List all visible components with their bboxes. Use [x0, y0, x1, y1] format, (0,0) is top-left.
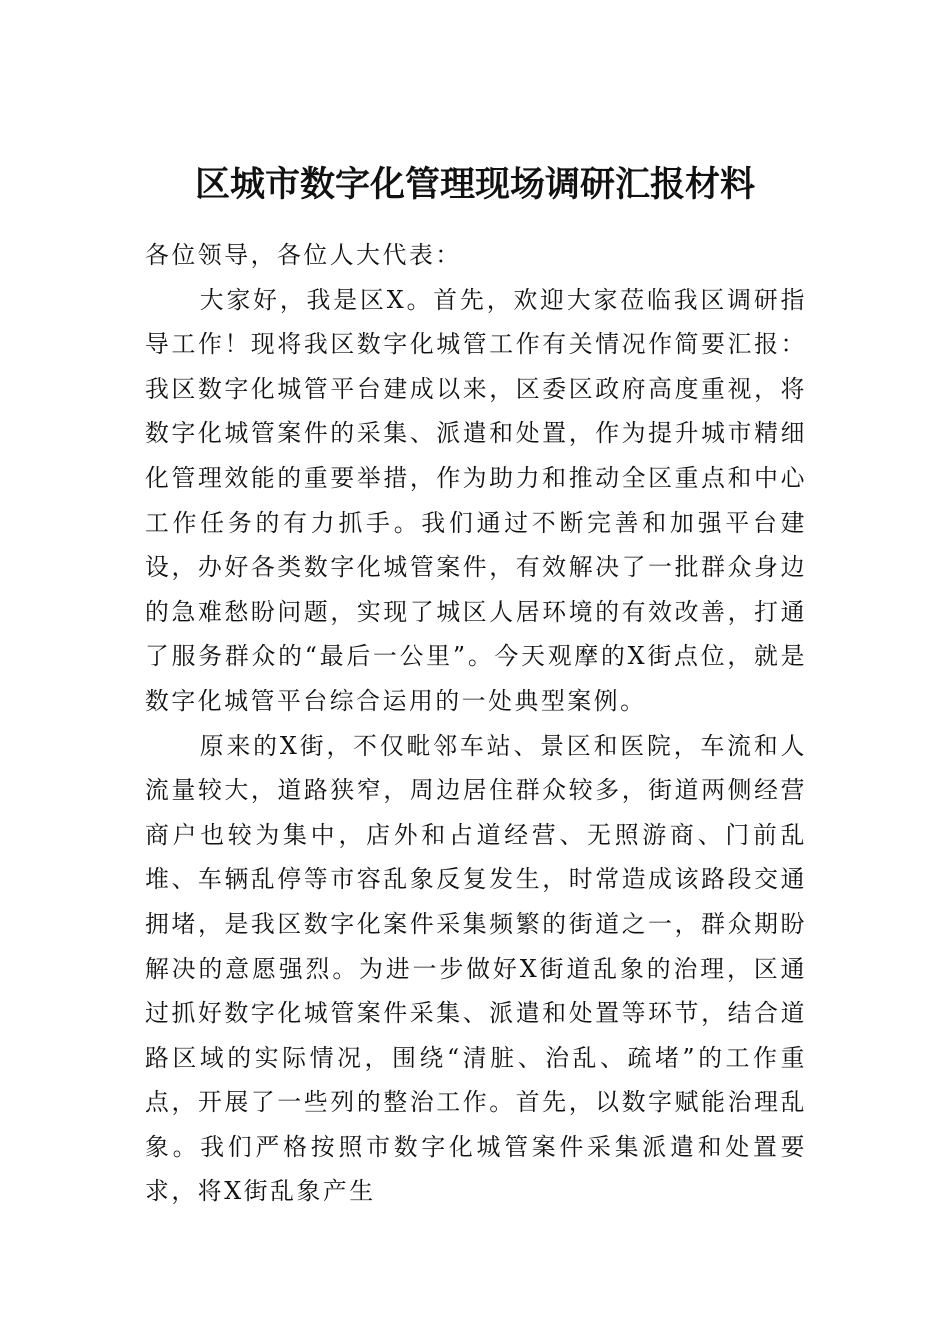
salutation: 各位领导，各位人大代表： [145, 241, 462, 269]
document-body [145, 233, 807, 1214]
document-title: 区城市数字化管理现场调研汇报材料 [194, 164, 755, 205]
paragraph-intro: 大家好，我是区X。首先，欢迎大家莅临我区调研指导工作！现将我区数字化城管工作有关情况作简要汇报：我区数字化城管平台建成以来，区委区政府高度重视，将数字化城管案件的采集、派遣和处置，作为提升城市精细化管理效能的重要举措，作为助力和推动全区重点和中心工作任务的有力抓手。我们通过不断完善和加强平台建设，办好各类数字化城管案件，有效解决了一批群众身边的急难愁盼问题，实现了城区人居环境的有效改善，打通了服务群众的“最后一公里”。今天观摩的X街点位，就是数字化城管平台综合运用的一处典型案例。 [145, 285, 807, 715]
paragraph-x-street: 原来的X街，不仅毗邻车站、景区和医院，车流和人流量较大，道路狭窄，周边居住群众较多，街道两侧经营商户也较为集中，店外和占道经营、无照游商、门前乱堆、车辆乱停等市容乱象反复发生，时常造成该路段交通拥堵，是我区数字化案件采集频繁的街道之一，群众期盼解决的意愿强烈。为进一步做好X街道乱象的治理，区通过抓好数字化城管案件采集、派遣和处置等环节，结合道路区域的实际情况，围绕“清脏、治乱、疏堵”的工作重点，开展了一些列的整治工作。首先，以数字赋能治理乱象。我们严格按照市数字化城管案件采集派遣和处置要求，将X街乱象产生 [145, 731, 807, 1206]
